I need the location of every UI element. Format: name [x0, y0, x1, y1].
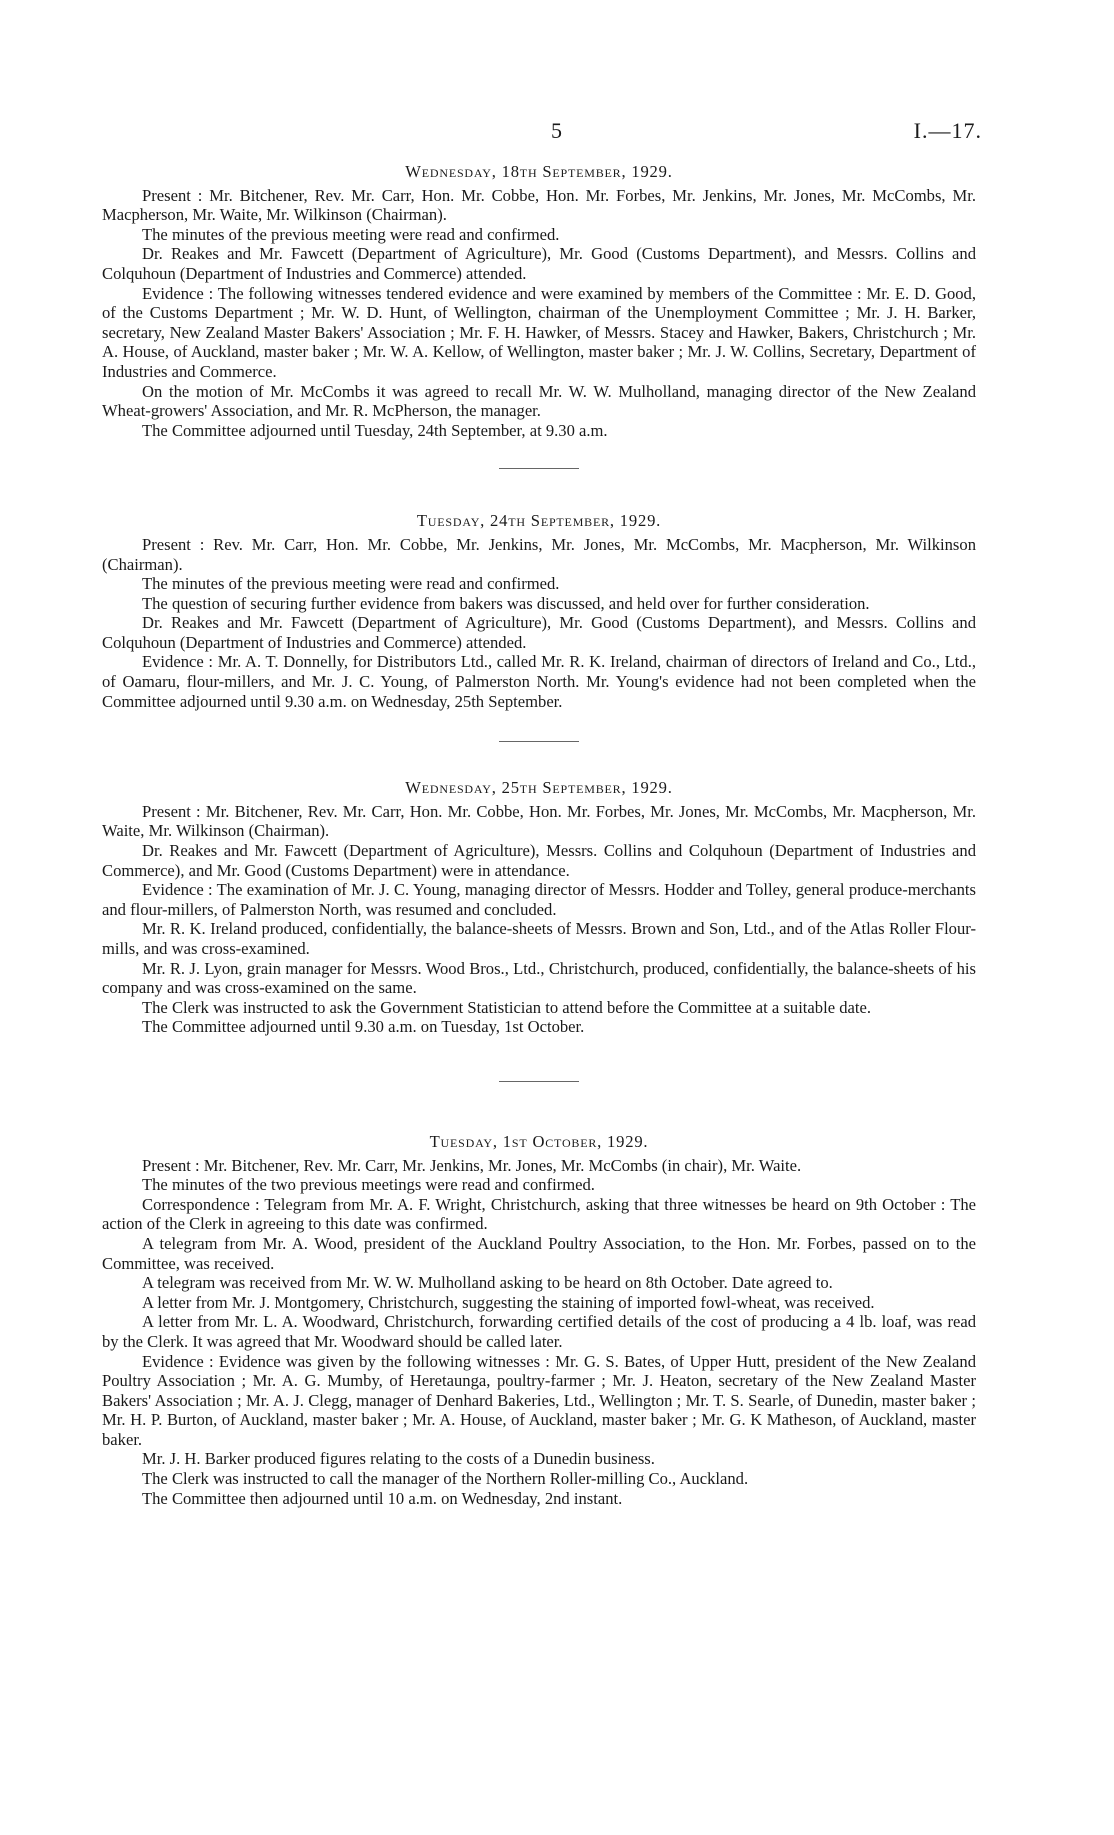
letter-paragraph: A letter from Mr. J. Montgomery, Christchurch, suggesting the staining of imported fowl-wheat, was received.: [142, 1292, 875, 1312]
evidence-paragraph: Evidence : The following witnesses tendered evidence and were examined by members of the Committee : Mr. E. D. Good, of the Customs Department ; Mr. W. D. Hunt, of Wellington, chairman of the Unemployment Committee ; Mr. J. H. Barker, secretary, New Zealand Master Bakers' Association ; Mr. F. H. Hawker, of Messrs. Stacey and Hawker, Bakers, Christchurch ; Mr. A. House, of Auckland, master baker ; Mr. W. A. Kellow, of Wellington, master baker ; Mr. J. W. Collins, Secretary, Department of Industries and Commerce.: [102, 283, 976, 381]
meeting-date-heading: Wednesday, 18th September, 1929.: [405, 162, 673, 181]
motion-paragraph: On the motion of Mr. McCombs it was agreed to recall Mr. W. W. Mulholland, managing director of the New Zealand Wheat-growers' Association, and Mr. R. McPherson, the manager.: [102, 381, 976, 421]
attendance-paragraph: Present : Rev. Mr. Carr, Hon. Mr. Cobbe, Mr. Jenkins, Mr. Jones, Mr. McCombs, Mr. Macpherson, Mr. Wilkinson (Chairman).: [102, 534, 976, 574]
telegram-paragraph: A telegram was received from Mr. W. W. Mulholland asking to be heard on 8th October. Date agreed to.: [142, 1273, 833, 1293]
adjournment-paragraph: The Committee adjourned until 9.30 a.m. on Tuesday, 1st October.: [142, 1017, 585, 1037]
evidence-paragraph: Evidence : Evidence was given by the following witnesses : Mr. G. S. Bates, of Upper Hutt, president of the New Zealand Poultry Association ; Mr. A. G. Mumby, of Heretaunga, poultry-farmer ; Mr. J. Heaton, secretary of the New Zealand Master Bakers' Association ; Mr. A. J. Clegg, manager of Denhard Bakeries, Ltd., Wellington ; Mr. T. S. Searle, of Dunedin, master baker ; Mr. H. P. Burton, of Auckland, master baker ; Mr. A. House, of Auckland, master baker ; Mr. G. K Matheson, of Auckland, master baker.: [102, 1351, 976, 1449]
meeting-section-2029-09-24: [102, 511, 976, 711]
attendance-paragraph: Present : Mr. Bitchener, Rev. Mr. Carr, Mr. Jenkins, Mr. Jones, Mr. McCombs (in chair), Mr. Waite.: [142, 1155, 802, 1175]
meeting-section-2029-10-01: [102, 1132, 976, 1508]
instruction-paragraph: The Clerk was instructed to ask the Government Statistician to attend before the Committee at a suitable date.: [142, 997, 871, 1017]
officials-paragraph: Dr. Reakes and Mr. Fawcett (Department of Agriculture), Messrs. Collins and Colquhoun (Department of Industries and Commerce), and Mr. Good (Customs Department) were in attendance.: [102, 841, 976, 880]
page-number: 5: [551, 118, 563, 143]
attendance-paragraph: Present : Mr. Bitchener, Rev. Mr. Carr, Hon. Mr. Cobbe, Hon. Mr. Forbes, Mr. Jenkins, Mr. Jones, Mr. McCombs, Mr. Macpherson, Mr. Waite, Mr. Wilkinson (Chairman).: [102, 185, 976, 225]
telegram-paragraph: A telegram from Mr. A. Wood, president of the Auckland Poultry Association, to the Hon. Mr. Forbes, passed on to the Committee, was received.: [102, 1233, 976, 1273]
letter-paragraph: A letter from Mr. L. A. Woodward, Christchurch, forwarding certified details of the cost of producing a 4 lb. loaf, was read by the Clerk. It was agreed that Mr. Woodward should be called later.: [102, 1312, 976, 1351]
meeting-date-heading: Tuesday, 1st October, 1929.: [429, 1131, 649, 1151]
meeting-date-heading: Wednesday, 25th September, 1929.: [405, 778, 673, 798]
balance-sheet-paragraph: Mr. R. K. Ireland produced, confidentially, the balance-sheets of Messrs. Brown and Son, Ltd., and of the Atlas Roller Flour-mills, and was cross-examined.: [102, 919, 976, 958]
attendance-paragraph: Present : Mr. Bitchener, Rev. Mr. Carr, Hon. Mr. Cobbe, Hon. Mr. Forbes, Mr. Jones, Mr. McCombs, Mr. Macpherson, Mr. Waite, Mr. Wilkinson (Chairman).: [102, 801, 976, 841]
document-reference: I.—17.: [913, 118, 982, 143]
minutes-body: [102, 162, 976, 1508]
instruction-paragraph: The Clerk was instructed to call the manager of the Northern Roller-milling Co., Auckland.: [142, 1469, 749, 1489]
meeting-section-2029-09-25: [102, 778, 976, 1037]
figures-paragraph: Mr. J. H. Barker produced figures relating to the costs of a Dunedin business.: [142, 1449, 655, 1469]
evidence-paragraph: Evidence : Mr. A. T. Donnelly, for Distributors Ltd., called Mr. R. K. Ireland, chairman of directors of Ireland and Co., Ltd., of Oamaru, flour-millers, and Mr. J. C. Young, of Palmerston North. Mr. Young's evidence had not been completed when the Committee adjourned until 9.30 a.m. on Wednesday, 25th September.: [102, 652, 976, 711]
minutes-paragraph: The minutes of the two previous meetings were read and confirmed.: [142, 1175, 595, 1195]
evidence-paragraph: Evidence : The examination of Mr. J. C. Young, managing director of Messrs. Hodder and Tolley, general produce-merchants and flour-millers, of Palmerston North, was resumed and concluded.: [102, 880, 976, 919]
adjournment-paragraph: The Committee adjourned until Tuesday, 24th September, at 9.30 a.m.: [142, 420, 608, 440]
meeting-date-heading: Tuesday, 24th September, 1929.: [416, 511, 662, 531]
officials-paragraph: Dr. Reakes and Mr. Fawcett (Department of Agriculture), Mr. Good (Customs Department), and Messrs. Collins and Colquhoun (Department of Industries and Commerce) attended.: [102, 244, 976, 283]
meeting-section-2029-09-18: [102, 162, 976, 440]
officials-paragraph: Dr. Reakes and Mr. Fawcett (Department of Agriculture), Mr. Good (Customs Department), and Messrs. Collins and Colquhoun (Department of Industries and Commerce) attended.: [102, 613, 976, 652]
minutes-paragraph: The minutes of the previous meeting were read and confirmed.: [142, 574, 560, 594]
discussion-paragraph: The question of securing further evidence from bakers was discussed, and held over for further consideration.: [142, 593, 870, 613]
correspondence-paragraph: Correspondence : Telegram from Mr. A. F. Wright, Christchurch, asking that three witnesses be heard on 9th October : The action of the Clerk in agreeing to this date was confirmed.: [102, 1194, 976, 1234]
adjournment-paragraph: The Committee then adjourned until 10 a.m. on Wednesday, 2nd instant.: [142, 1488, 623, 1508]
balance-sheet-paragraph: Mr. R. J. Lyon, grain manager for Messrs. Wood Bros., Ltd., Christchurch, produced, confidentially, the balance-sheets of his company and was cross-examined on the same.: [102, 958, 976, 998]
minutes-paragraph: The minutes of the previous meeting were read and confirmed.: [142, 224, 560, 244]
